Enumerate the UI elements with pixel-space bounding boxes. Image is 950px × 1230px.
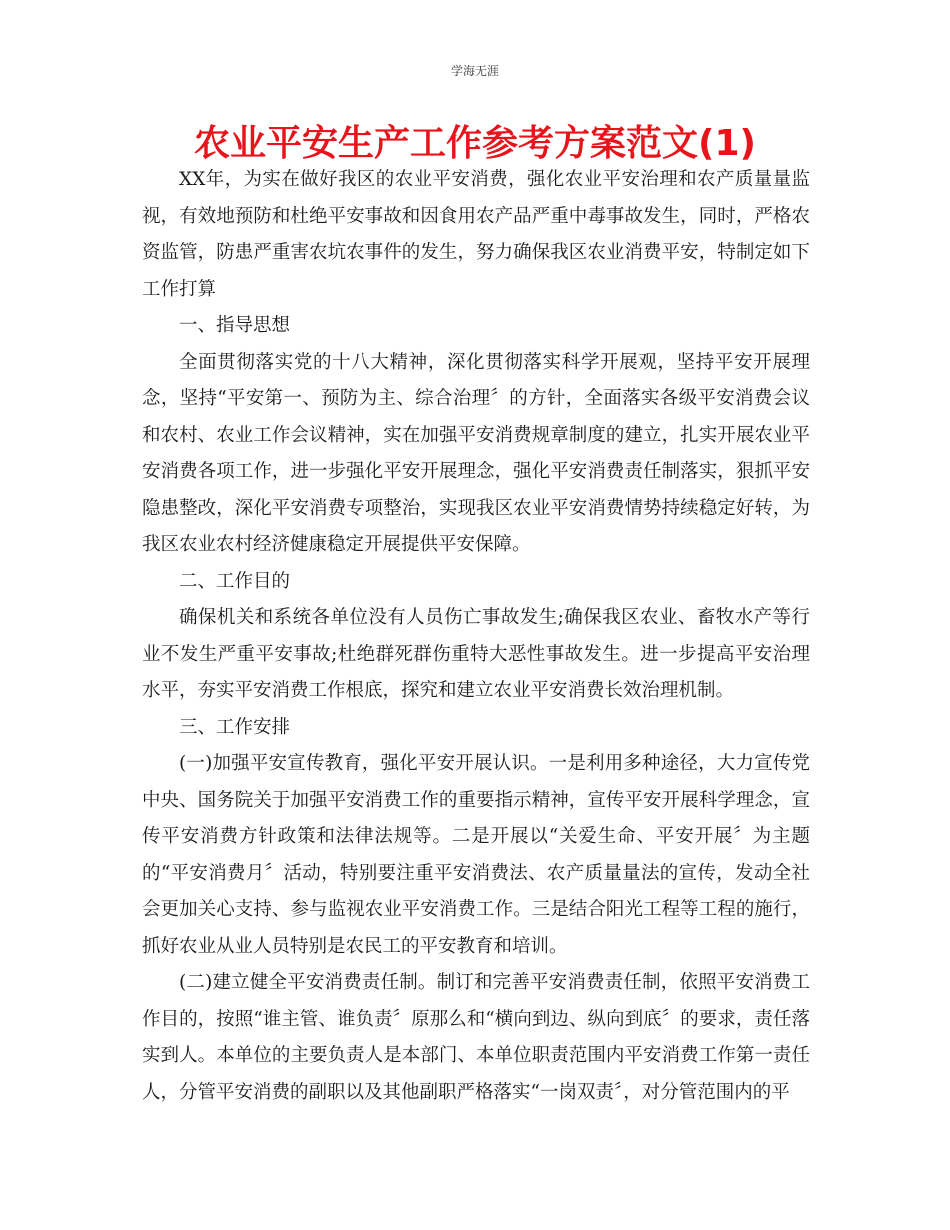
section-heading-guiding-thought: 一、指导思想 bbox=[179, 315, 291, 336]
guiding-thought-paragraph: 全面贯彻落实党的十八大精神，深化贯彻落实科学开展观，坚持平安开展理念，坚持“平安第一、预防为主、综合治理〞的方针，全面落实各级平安消费会议和农村、农业工作会议精神，实在加强平安消费规章制度的建立，扎实开展农业平安消费各项工作，进一步强化平安开展理念，强化平安消费责任制落实，狠抓平安隐患整改，深化平安消费专项整治，实现我区农业平安消费情势持续稳定好转，为我区农业农村经济健康稳定开展提供平安保障。 bbox=[142, 351, 810, 555]
page-header: 学海无涯 bbox=[450, 64, 499, 78]
document-body bbox=[142, 162, 810, 1111]
arrangement-item-1-paragraph: (一)加强平安宣传教育，强化平安开展认识。一是利用多种途径，大力宣传党中央、国务院关于加强平安消费工作的重要指示精神，宣传平安开展科学理念，宣传平安消费方针政策和法律法规等。二是开展以“关爱生命、平安开展〞为主题的“平安消费月〞活动，特别要注重平安消费法、农产质量量法的宣传，发动全社会更加关心支持、参与监视农业平安消费工作。三是结合阳光工程等工程的施行，抓好农业从业人员特别是农民工的平安教育和培训。 bbox=[142, 753, 810, 957]
section-heading-work-goals: 二、工作目的 bbox=[179, 570, 291, 592]
arrangement-item-2-paragraph: (二)建立健全平安消费责任制。制订和完善平安消费责任制，依照平安消费工作目的，按照“谁主管、谁负责〞原那么和“横向到边、纵向到底〞的要求，责任落实到人。本单位的主要负责人是本部门、本单位职责范围内平安消费工作第一责任人，分管平安消费的副职以及其他副职严格落实“一岗双责〞，对分管范围内的平 bbox=[142, 972, 810, 1103]
document-title: 农业平安生产工作参考方案范文(1) bbox=[194, 123, 756, 164]
work-goals-paragraph: 确保机关和系统各单位没有人员伤亡事故发生;确保我区农业、畜牧水产等行业不发生严重平安事故;杜绝群死群伤重特大恶性事故发生。进一步提高平安治理水平，夯实平安消费工作根底，探究和建立农业平安消费长效治理机制。 bbox=[142, 607, 810, 701]
intro-paragraph: XX年，为实在做好我区的农业平安消费，强化农业平安治理和农产质量量监视，有效地预防和杜绝平安事故和因食用农产品严重中毒事故发生，同时，严格农资监管，防患严重害农坑农事件的发生，努力确保我区农业消费平安，特制定如下工作打算 bbox=[142, 169, 810, 300]
section-heading-work-arrangement: 三、工作安排 bbox=[179, 716, 291, 738]
